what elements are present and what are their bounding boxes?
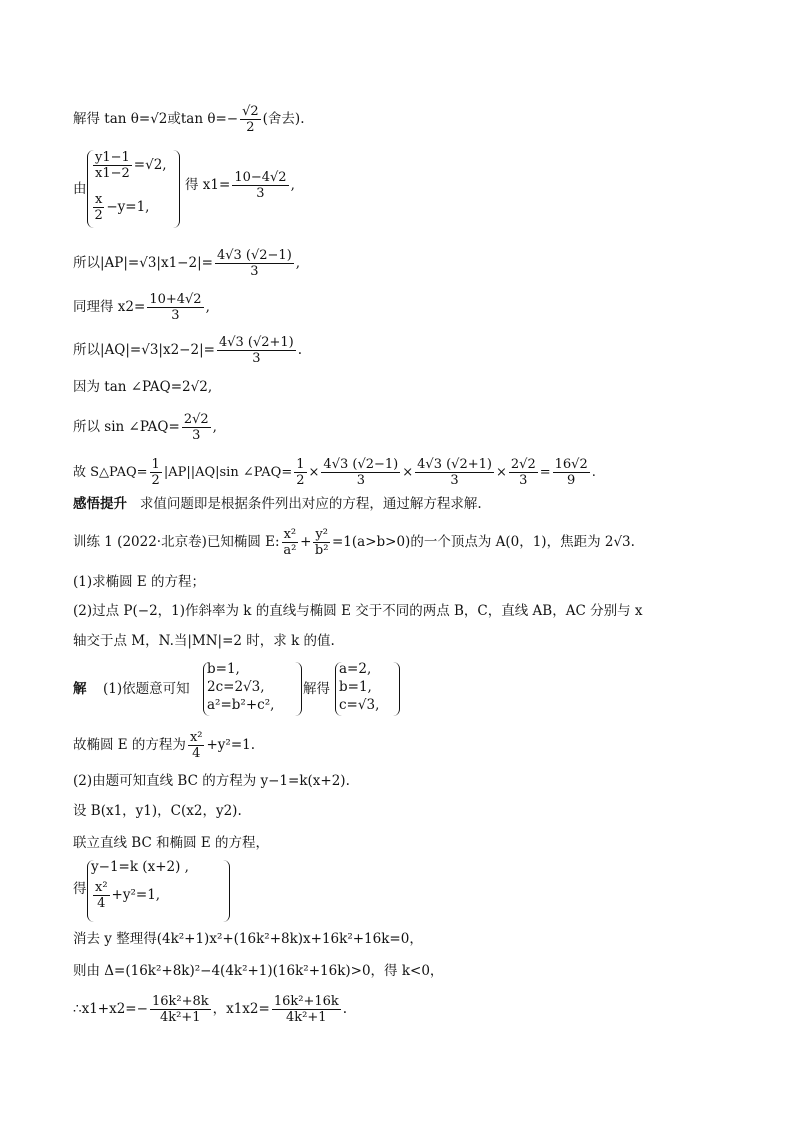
text: +y²=1,: [111, 887, 161, 903]
text: 解得 tan θ=√2或tan θ=−: [73, 111, 239, 127]
numerator: 2√2: [510, 457, 536, 472]
line-sin-paq: [73, 412, 217, 443]
text: 消去 y 整理得(4k²+1)x²+(16k²+8k)x+16k²+16k=0，: [73, 931, 423, 947]
system-eq-2: [91, 192, 149, 223]
system-given: [207, 660, 274, 714]
numerator: x: [95, 192, 103, 207]
text: +y²=1.: [206, 737, 256, 753]
denominator: a²: [283, 543, 297, 558]
denominator: 4k²+1: [286, 1010, 327, 1025]
text: |AP||AQ|sin ∠PAQ=: [163, 465, 293, 480]
numerator: 4√3 (√2+1): [417, 457, 492, 472]
text: 所以 sin ∠PAQ=: [73, 419, 180, 435]
denominator: 2: [296, 473, 305, 488]
fraction: [294, 457, 306, 488]
line-eliminate: [73, 930, 423, 948]
text: ,: [295, 255, 301, 271]
denominator: 4: [192, 746, 201, 761]
fraction: [147, 292, 203, 323]
numerator: 10−4√2: [234, 170, 287, 185]
line-aq: [73, 335, 302, 366]
line-insight: [73, 495, 482, 513]
denominator: 3: [171, 308, 180, 323]
system-row: c=√3,: [339, 697, 380, 713]
denominator: 4k²+1: [160, 1010, 201, 1025]
numerator: 2√2: [183, 412, 209, 427]
line-discriminant: [73, 962, 443, 980]
text: ×: [495, 465, 507, 480]
fraction: [321, 457, 400, 488]
text: 得: [73, 881, 87, 897]
text: 所以|AP|=√3|x1−2|=: [73, 255, 213, 271]
fraction: [188, 730, 205, 761]
denominator: 3: [519, 473, 528, 488]
system-row: b=1,: [339, 679, 372, 695]
line-ap: [73, 248, 300, 279]
line-vieta: [73, 994, 347, 1025]
numerator: 4√3 (√2+1): [218, 335, 294, 350]
text: 由: [73, 181, 87, 197]
denominator: 3: [192, 428, 201, 443]
denominator: 3: [256, 186, 265, 201]
fraction: [150, 994, 211, 1025]
fraction: [93, 150, 132, 181]
text: (2)由题可知直线 BC 的方程为 y−1=k(x+2).: [73, 773, 350, 789]
numerator: √2: [242, 104, 259, 119]
fraction: [313, 527, 330, 558]
system-row: 2c=2√3,: [207, 679, 265, 695]
line-q2-cont: [73, 632, 335, 650]
numerator: 10+4√2: [149, 292, 202, 307]
numerator: 1: [296, 457, 305, 472]
text: (1)求椭圆 E 的方程；: [73, 574, 206, 590]
text: ×: [308, 465, 320, 480]
system-row: b=1,: [207, 661, 240, 677]
text: 同理得 x2=: [73, 299, 146, 315]
text: 故椭圆 E 的方程为: [73, 737, 186, 753]
fraction: [232, 170, 288, 201]
fraction: [217, 335, 296, 366]
text: .: [591, 465, 596, 480]
system-row: y−1=k (x+2) ,: [91, 859, 189, 875]
text: 解得: [303, 681, 330, 697]
text: 则由 Δ=(16k²+8k)²−4(4k²+1)(16k²+16k)>0，得 k<0，: [73, 963, 444, 979]
system-eq-1: [91, 150, 167, 181]
text: 得 x1=: [185, 177, 231, 193]
system-result: [185, 170, 295, 201]
text: ，x1x2=: [212, 1001, 270, 1017]
text: 因为 tan ∠PAQ=2√2,: [73, 379, 213, 395]
denominator: 3: [450, 473, 459, 488]
line-q1: [73, 573, 205, 591]
numerator: 1: [151, 457, 160, 472]
line-q2: [73, 602, 643, 620]
text: 所以|AQ|=√3|x2−2|=: [73, 342, 215, 358]
text: =: [539, 465, 551, 480]
fraction: [93, 880, 110, 911]
line-x2: [73, 292, 210, 323]
system-result: [339, 660, 379, 714]
denominator: 9: [567, 473, 576, 488]
line-solution-tan: [73, 104, 304, 135]
fraction: [182, 412, 211, 443]
numerator: x²: [189, 730, 203, 745]
text: =√2,: [133, 157, 167, 173]
numerator: x²: [95, 880, 108, 895]
line-tan-paq: [73, 378, 212, 396]
line-exercise: [73, 527, 635, 558]
fraction: [553, 457, 590, 488]
text: 训练 1 (2022·北京卷)已知椭圆 E:: [73, 534, 280, 550]
denominator: 4: [97, 896, 106, 911]
line-set-points: [73, 802, 242, 820]
fraction: [215, 248, 294, 279]
right-brace: [223, 860, 230, 922]
section-label: 解: [73, 681, 87, 697]
numerator: y²: [315, 527, 328, 542]
fraction: [282, 527, 299, 558]
denominator: 2: [246, 120, 255, 135]
fraction: [240, 104, 261, 135]
system-row: a²=b²+c²,: [207, 697, 275, 713]
text: =1(a>b>0)的一个顶点为 A(0，1)，焦距为 2√3.: [331, 534, 635, 550]
text: 设 B(x1，y1)，C(x2，y2).: [73, 803, 242, 819]
fraction: [93, 192, 104, 223]
text: ×: [402, 465, 414, 480]
text: −y=1,: [106, 199, 150, 215]
fraction: [509, 457, 538, 488]
text: 轴交于点 M，N.当|MN|=2 时，求 k 的值.: [73, 633, 335, 649]
fraction: [150, 457, 162, 488]
text: ,: [205, 299, 210, 315]
denominator: 3: [252, 351, 261, 366]
denominator: 2: [151, 473, 160, 488]
text: 故 S△PAQ=: [73, 465, 148, 480]
line-combine: [73, 834, 269, 852]
system-row: [91, 880, 160, 911]
denominator: 2: [94, 208, 103, 223]
line-bc: [73, 772, 350, 790]
text: (舍去).: [262, 111, 305, 127]
fraction: [272, 994, 341, 1025]
section-label: 感悟提升: [73, 496, 127, 512]
text: ,: [212, 419, 217, 435]
text: ,: [290, 177, 295, 193]
text: ∴x1+x2=−: [73, 1001, 148, 1017]
text: (1)依题意可知: [103, 681, 190, 697]
numerator: 16k²+8k: [151, 994, 209, 1009]
text: .: [297, 342, 303, 358]
denominator: 3: [356, 473, 365, 488]
numerator: x²: [283, 527, 297, 542]
denominator: x1−2: [95, 166, 130, 181]
denominator: b²: [314, 543, 329, 558]
numerator: 16k²+16k: [273, 994, 339, 1009]
text: 求值问题即是根据条件列出对应的方程，通过解方程求解.: [139, 496, 482, 512]
text: 联立直线 BC 和椭圆 E 的方程，: [73, 835, 270, 851]
line-area: [73, 457, 596, 488]
line-ellipse-eq: [73, 730, 255, 761]
denominator: 3: [250, 264, 259, 279]
fraction: [415, 457, 494, 488]
right-brace: [173, 150, 180, 228]
text: +: [300, 534, 312, 550]
text: .: [342, 1001, 348, 1017]
right-brace: [393, 662, 400, 716]
numerator: y1−1: [95, 150, 130, 165]
right-brace: [295, 662, 302, 716]
system-row: a=2,: [339, 661, 372, 677]
text: (2)过点 P(−2，1)作斜率为 k 的直线与椭圆 E 交于不同的两点 B，C，直线 AB，AC 分别与 x: [73, 603, 643, 619]
numerator: 4√3 (√2−1): [323, 457, 399, 472]
numerator: 16√2: [554, 457, 588, 472]
numerator: 4√3 (√2−1): [216, 248, 292, 263]
